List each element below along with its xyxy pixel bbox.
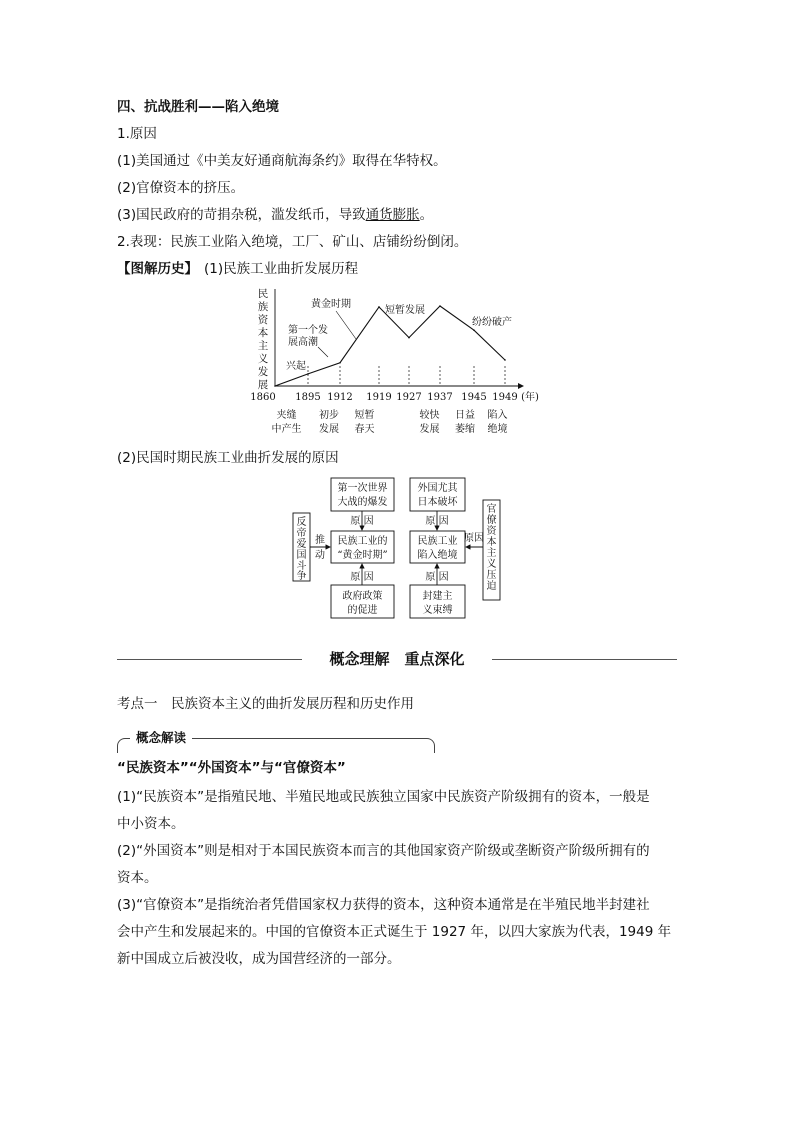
concept-line: (3)“官僚资本”是指统治者凭借国家权力获得的资本，这种资本通常是在半殖民地半封建社 (117, 897, 650, 913)
period-label-line1: 较快 (419, 410, 440, 421)
annotation-golden-pointer (336, 311, 356, 339)
cause-3-end: 。 (419, 207, 434, 223)
concept-line: 会中产生和发展起来的。中国的官僚资本正式诞生于 1927 年，以四大家族为代表，1949 年 (117, 924, 672, 940)
cause-title: 1.原因 (117, 126, 157, 142)
divider-left-line (117, 659, 302, 660)
bottom-left-l1: 政府政策 (342, 591, 383, 602)
center-right-l2: 陷入绝境 (417, 550, 458, 561)
tujie-line-1 (117, 259, 358, 279)
right-side-c8: 迫 (486, 581, 497, 592)
data-point (408, 337, 410, 339)
section-heading: 四、抗战胜利——陷入绝境 (117, 99, 279, 115)
data-point (504, 359, 506, 361)
x-tick-label: 1949 (492, 392, 518, 403)
right-side-c3: 资 (486, 526, 497, 537)
left-side-c5: 斗 (296, 561, 307, 572)
kaodian-title: 考点一 民族资本主义的曲折发展历程和历史作用 (117, 696, 414, 712)
annotation-bankruptcy: 纷纷破产 (472, 317, 512, 328)
y-axis-label-char: 义 (257, 353, 269, 365)
cause-3-underlined: 通货膨胀 (365, 207, 420, 223)
bottom-left-l2: 的促进 (347, 605, 378, 616)
right-side-c5: 主 (486, 548, 497, 559)
y-axis-label-char: 展 (257, 379, 269, 391)
section-divider-title: 概念理解 重点深化 (329, 650, 465, 668)
reason-label-tl: 原 因 (350, 516, 374, 527)
concept-title: “民族资本”“外国资本”与“官僚资本” (117, 760, 346, 776)
x-axis-arrow (518, 383, 524, 389)
left-side-c2: 帝 (296, 528, 307, 539)
y-axis-label-char: 民 (257, 288, 269, 300)
tujie-title-1: (1)民族工业曲折发展历程 (204, 261, 359, 277)
period-label-line1: 初步 (319, 410, 339, 421)
x-tick-label: 1927 (396, 392, 422, 403)
x-tick-label: 1945 (461, 392, 487, 403)
right-side-c2: 僚 (486, 515, 497, 526)
concept-box-label: 概念解读 (130, 729, 192, 747)
cause-2: (2)官僚资本的挤压。 (117, 180, 245, 196)
right-reason-label: 原因 (464, 533, 484, 544)
period-label-line2: 绝境 (487, 424, 508, 435)
industry-development-chart (250, 283, 550, 443)
concept-line: (2)“外国资本”则是相对于本国民族资本而言的其他国家资产阶级或垄断资产阶级所拥有的 (117, 843, 650, 859)
data-point (274, 385, 276, 387)
right-side-c7: 压 (486, 570, 497, 581)
annotation-first-peak-l2: 展高潮 (288, 337, 318, 348)
top-right-l2: 日本破坏 (417, 497, 458, 508)
period-label-line2: 发展 (419, 424, 440, 435)
reason-label-tr: 原 因 (425, 516, 449, 527)
annotation-first-peak-l1: 第一个发 (288, 325, 328, 336)
center-right-l1: 民族工业 (417, 536, 458, 547)
period-label-line1: 短暂 (354, 410, 375, 421)
period-label-line1: 夹缝 (276, 410, 297, 421)
annotation-short-development: 短暂发展 (385, 305, 425, 316)
concept-line: (1)“民族资本”是指殖民地、半殖民地或民族独立国家中民族资产阶级拥有的资本，一般是 (117, 789, 650, 805)
bottom-right-l1: 封建主 (422, 591, 453, 602)
y-axis-label-char: 资 (257, 314, 269, 326)
right-side-c6: 义 (486, 559, 497, 570)
left-side-c6: 争 (296, 571, 307, 582)
x-tick-label: 1919 (366, 392, 392, 403)
y-axis-label-char: 主 (257, 340, 269, 352)
right-side-c4: 本 (486, 537, 497, 548)
cause-diagram (290, 475, 510, 620)
top-left-l1: 第一次世界 (337, 483, 388, 494)
center-left-l2: “黄金时期” (337, 550, 388, 561)
reason-label-bl: 原 因 (350, 572, 374, 583)
period-label-line2: 发展 (319, 424, 339, 435)
annotation-golden-age: 黄金时期 (311, 299, 351, 310)
concept-line: 新中国成立后被没收，成为国营经济的一部分。 (117, 951, 401, 967)
period-label-line2: 中产生 (271, 424, 302, 435)
data-point (307, 373, 309, 375)
period-label-line1: 陷入 (487, 410, 508, 421)
y-axis-label-char: 族 (257, 301, 269, 313)
cause-3 (117, 205, 433, 225)
top-left-l2: 大战的爆发 (337, 497, 388, 508)
tujie-title-2: (2)民国时期民族工业曲折发展的原因 (117, 450, 339, 466)
x-tick-label: 1895 (295, 392, 321, 403)
data-point (339, 362, 341, 364)
reason-label-br: 原 因 (425, 572, 449, 583)
bottom-right-l2: 义束缚 (422, 605, 453, 616)
cause-1: (1)美国通过《中美友好通商航海条约》取得在华特权。 (117, 153, 447, 169)
performance: 2.表现：民族工业陷入绝境，工厂、矿山、店铺纷纷倒闭。 (117, 234, 468, 250)
left-side-c4: 国 (296, 550, 307, 561)
push-label-2: 动 (315, 550, 325, 561)
x-tick-label: 1860 (250, 392, 276, 403)
period-label-line2: 萎缩 (455, 424, 475, 435)
right-side-c1: 官 (486, 504, 497, 515)
divider-right-line (492, 659, 677, 660)
data-point (473, 329, 475, 331)
push-label-1: 推 (315, 535, 325, 546)
x-unit-label: (年) (521, 392, 539, 403)
x-tick-label: 1937 (427, 392, 453, 403)
data-point (439, 305, 441, 307)
concept-line: 中小资本。 (117, 816, 185, 832)
tujie-tag: 【图解历史】 (117, 261, 198, 277)
center-left-l1: 民族工业的 (337, 536, 388, 547)
data-point (378, 306, 380, 308)
annotation-first-peak-pointer (318, 347, 328, 357)
period-label-line1: 日益 (455, 410, 475, 421)
cause-3-text: (3)国民政府的苛捐杂税，滥发纸币，导致 (117, 207, 366, 223)
y-axis-label-char: 本 (257, 327, 269, 339)
left-side-c1: 反 (296, 517, 307, 528)
annotation-rise: 兴起 (286, 361, 306, 372)
top-right-l1: 外国尤其 (417, 483, 458, 494)
concept-line: 资本。 (117, 870, 158, 886)
period-label-line2: 春天 (354, 424, 375, 435)
y-axis-label-char: 发 (257, 366, 269, 378)
left-side-c3: 爱 (296, 539, 307, 550)
x-tick-label: 1912 (327, 392, 353, 403)
